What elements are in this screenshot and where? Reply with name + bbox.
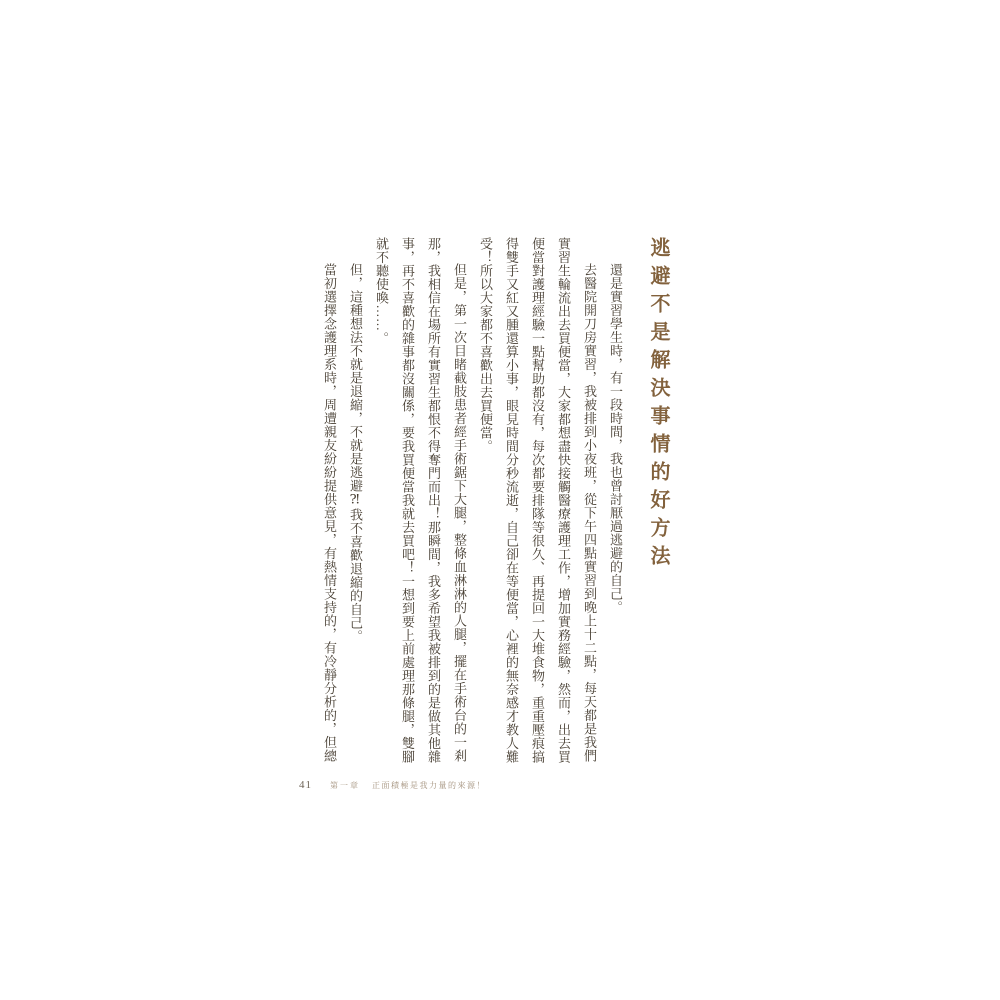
- paragraph-1: 還是實習學生時，有一段時間，我也曾討厭過逃避的自己。: [608, 263, 623, 614]
- page-number: 41: [299, 779, 312, 791]
- chapter-title: 正面積極是我力量的來源！: [372, 781, 486, 790]
- page-footer: [299, 779, 486, 791]
- paragraph-3: 但是，第一次目睹截肢患者經手術鋸下大腿，整條血淋淋的人腿，擺在手術台的一剎那，我相信在場所有實習生都恨不得奪門而出！那瞬間，我多希望我被排到的是做其他雜事，再不喜歡的雜事都沒關係，要我買便當我就去買吧！一想到要上前處理那條腿，雙腳就不聽使喚……。: [374, 237, 467, 764]
- chapter-label: 第一章: [330, 781, 360, 790]
- essay-title: 逃避不是解決事情的好方法: [647, 237, 669, 573]
- essay-body: [316, 237, 673, 764]
- paragraph-4: 但，這種想法不就是退縮，不就是逃避⁈我不喜歡退縮的自己。: [348, 263, 363, 643]
- paragraph-2: 去醫院開刀房實習，我被排到小夜班，從下午四點實習到晚上十二點，每天都是我們實習生輪流出去買便當，大家都想盡快接觸醫療護理工作，增加實務經驗，然而，出去買便當對護理經驗一點幫助都沒有，每次都要排隊等很久、再提回一大堆食物，重重壓痕搞得雙手又紅又腫還算小事，眼見時間分秒流逝，自己卻在等便當，心裡的無奈感才教人難受！所以大家都不喜歡出去買便當。: [478, 237, 597, 764]
- paragraph-5: 當初選擇念護理系時，周遭親友紛紛提供意見，有熱情支持的，有冷靜分析的，但總: [322, 263, 337, 763]
